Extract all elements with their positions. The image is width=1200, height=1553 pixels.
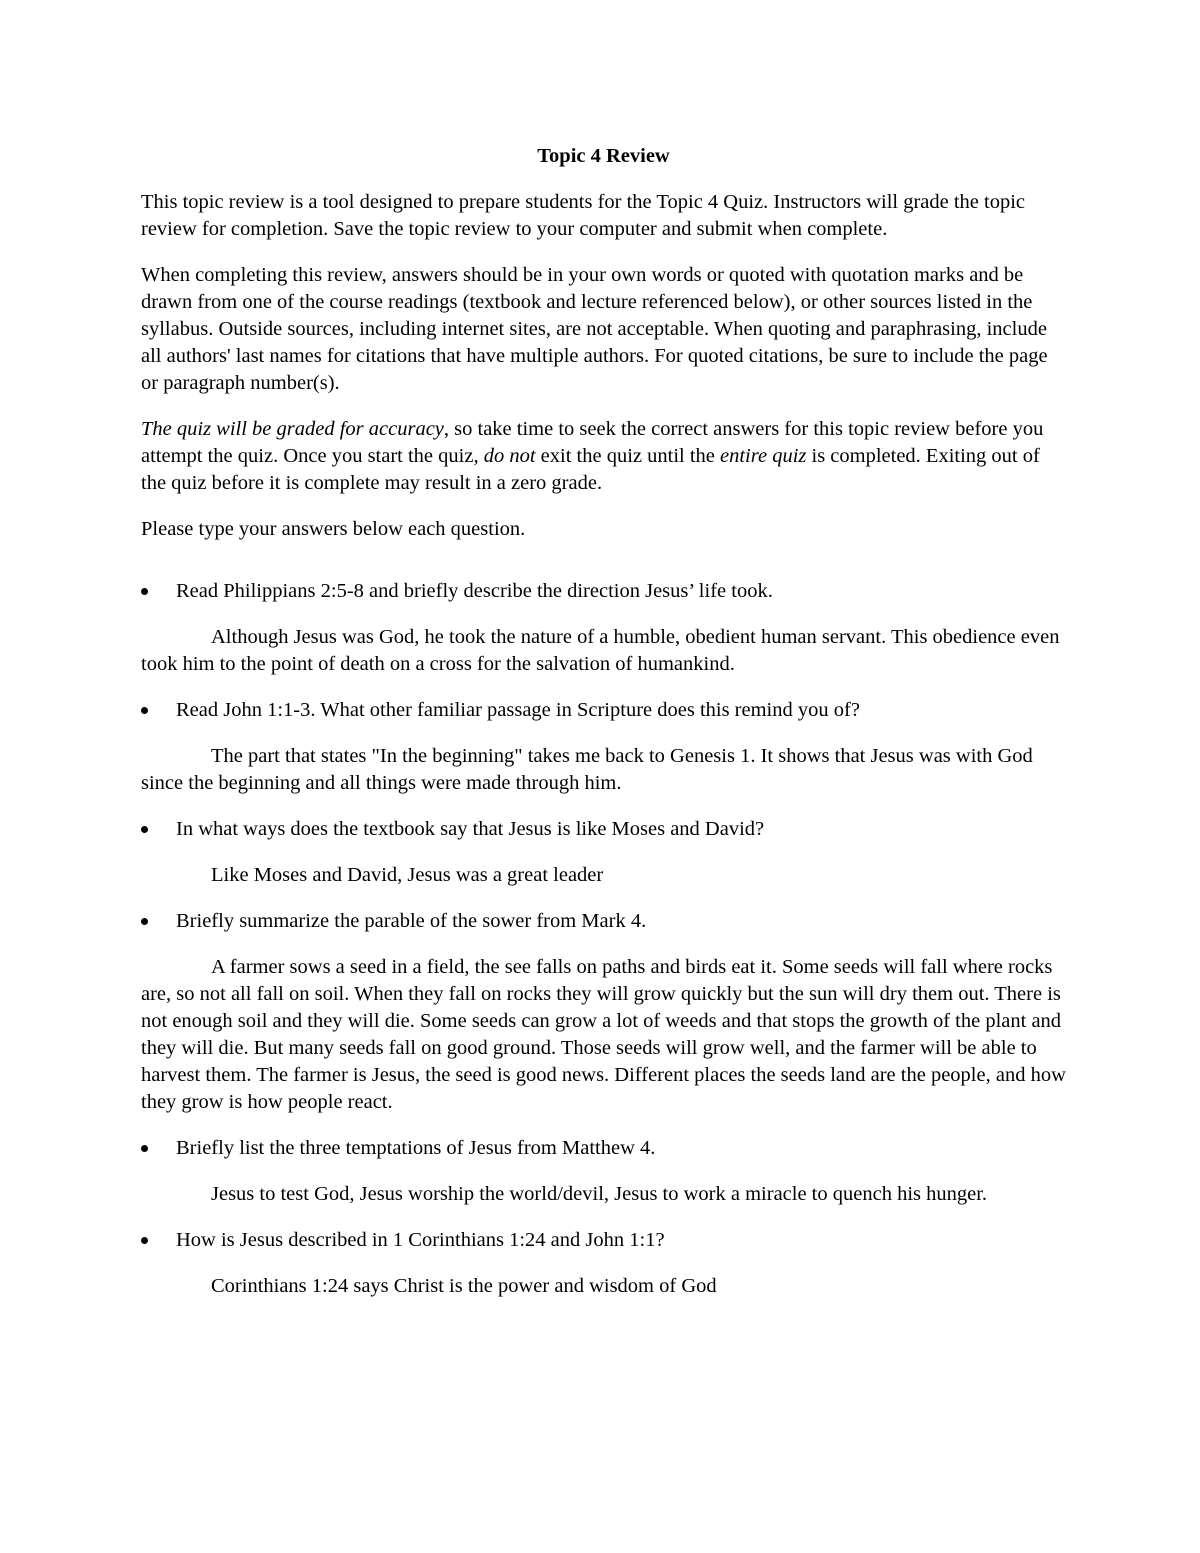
answer-text[interactable]: The part that states "In the beginning" takes me back to Genesis 1. It shows that Jesus was with God since the beginning and all things were made through him. [141,745,1033,794]
bullet-icon [141,918,148,925]
question-text: In what ways does the textbook say that Jesus is like Moses and David? [176,818,765,840]
bullet-icon [141,1145,148,1152]
intro-paragraph-2: When completing this review, answers should be in your own words or quoted with quotation marks and be drawn from one of the course readings (textbook and lecture referenced below), or other sources listed in the syllabus. Outside sources, including internet sites, are not acceptable. When quoting and paraphrasing, include all authors' last names for citations that have multiple authors. For quoted citations, be sure to include the page or paragraph number(s). [141,264,1048,394]
emphasis-entire-quiz: entire quiz [720,445,807,467]
bullet-icon [141,826,148,833]
question-item [141,908,1066,935]
question-text: How is Jesus described in 1 Corinthians 1:24 and John 1:1? [176,1229,665,1251]
intro3-text-1: , so take time to seek the correct answers for this topic review before you attempt the quiz. Once you start the quiz, [141,418,1044,467]
spacer [141,562,1066,578]
answer-text[interactable]: Corinthians 1:24 says Christ is the power and wisdom of God [211,1275,717,1297]
instruction-text: Please type your answers below each question. [141,518,526,540]
intro-paragraph-1: This topic review is a tool designed to prepare students for the Topic 4 Quiz. Instructors will grade the topic review for completion. Save the topic review to your computer and submit when complete. [141,191,1026,240]
question-text: Briefly summarize the parable of the sower from Mark 4. [176,910,647,932]
bullet-icon [141,1237,148,1244]
question-text: Read Philippians 2:5-8 and briefly describe the direction Jesus’ life took. [176,580,773,602]
question-item [141,1227,1066,1254]
answer-text[interactable]: Jesus to test God, Jesus worship the world/devil, Jesus to work a miracle to quench his hunger. [211,1183,988,1205]
answer-text[interactable]: A farmer sows a seed in a field, the see falls on paths and birds eat it. Some seeds will fall where rocks are, so not all fall on soil. When they fall on rocks they will grow quickly but the sun will dry them out. There is not enough soil and they will die. Some seeds can grow a lot of weeds and that stops the growth of the plant and they will die. But many seeds fall on good ground. Those seeds will grow well, and the farmer will be able to harvest them. The farmer is Jesus, the seed is good news. Different places the seeds land are the people, and how they grow is how people react. [141,956,1066,1113]
intro3-text-3: is completed. Exiting out of the quiz before it is complete may result in a zero grade. [141,445,1040,494]
question-item [141,1135,1066,1162]
bullet-icon [141,707,148,714]
document-title: Topic 4 Review [537,145,670,167]
question-item [141,578,1066,605]
question-text: Read John 1:1-3. What other familiar passage in Scripture does this remind you of? [176,699,860,721]
answer-text[interactable]: Although Jesus was God, he took the nature of a humble, obedient human servant. This obedience even took him to the point of death on a cross for the salvation of humankind. [141,626,1060,675]
intro-paragraph-3 [141,416,1066,497]
answer-text[interactable]: Like Moses and David, Jesus was a great leader [211,864,604,886]
document-body [141,143,1066,1319]
intro3-text-2: exit the quiz until the [535,445,721,467]
question-text: Briefly list the three temptations of Jesus from Matthew 4. [176,1137,656,1159]
question-item [141,697,1066,724]
question-item [141,816,1066,843]
emphasis-do-not: do not [483,445,536,467]
bullet-icon [141,588,148,595]
emphasis-quiz-graded: The quiz will be graded for accuracy [141,418,444,440]
